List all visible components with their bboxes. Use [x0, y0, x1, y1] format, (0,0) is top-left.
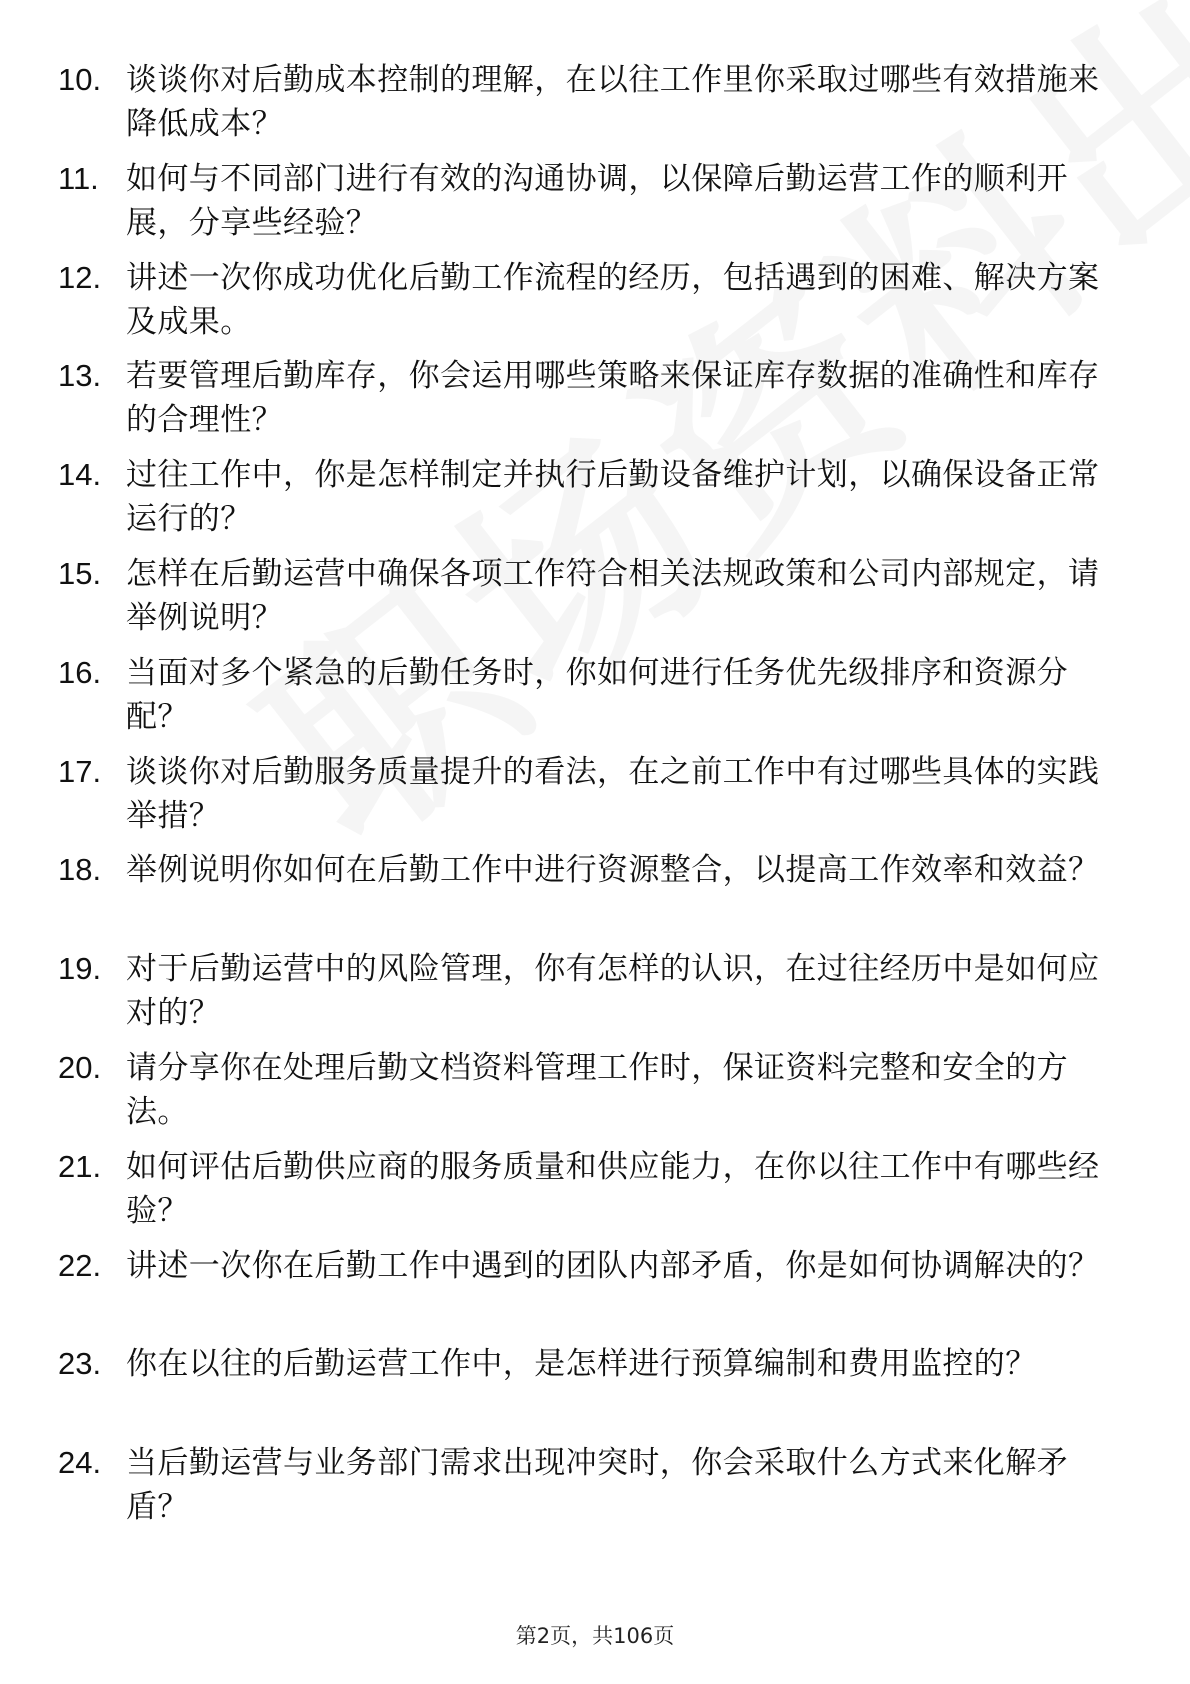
question-number: 18. [58, 852, 102, 888]
question-text: 怎样在后勤运营中确保各项工作符合相关法规政策和公司内部规定，请举例说明？ [126, 555, 1100, 636]
page-number: 第2页，共106页 [515, 1624, 675, 1648]
question-number: 17. [58, 753, 102, 789]
question-text: 过往工作中，你是怎样制定并执行后勤设备维护计划，以确保设备正常运行的？ [126, 457, 1100, 538]
list-item [58, 256, 1118, 352]
list-item [58, 848, 1118, 944]
question-text: 当后勤运营与业务部门需求出现冲突时，你会采取什么方式来化解矛盾？ [126, 1445, 1068, 1526]
list-item [58, 354, 1118, 450]
list-item [58, 651, 1118, 747]
list-item [58, 947, 1118, 1043]
question-number: 24. [58, 1445, 102, 1481]
list-item [58, 1046, 1118, 1142]
question-number: 15. [58, 555, 102, 591]
question-text: 对于后勤运营中的风险管理，你有怎样的认识，在过往经历中是如何应对的？ [126, 951, 1100, 1032]
list-item [58, 1145, 1118, 1241]
question-number: 19. [58, 951, 102, 987]
question-text: 请分享你在处理后勤文档资料管理工作时，保证资料完整和安全的方法。 [126, 1049, 1068, 1130]
list-item [58, 157, 1118, 253]
question-text: 当面对多个紧急的后勤任务时，你如何进行任务优先级排序和资源分配？ [126, 654, 1068, 735]
list-item [58, 58, 1118, 154]
list-item [58, 552, 1118, 648]
question-number: 21. [58, 1148, 102, 1184]
list-item [58, 1441, 1118, 1537]
question-number: 22. [58, 1247, 102, 1283]
list-item [58, 453, 1118, 549]
question-text: 谈谈你对后勤服务质量提升的看法，在之前工作中有过哪些具体的实践举措？ [126, 753, 1100, 834]
list-item [58, 1342, 1118, 1438]
question-number: 12. [58, 259, 102, 295]
list-item [58, 1244, 1118, 1340]
question-number: 23. [58, 1346, 102, 1382]
question-number: 16. [58, 654, 102, 690]
question-number: 20. [58, 1049, 102, 1085]
question-number: 10. [58, 62, 102, 97]
question-number: 13. [58, 358, 102, 394]
question-text: 若要管理后勤库存，你会运用哪些策略来保证库存数据的准确性和库存的合理性？ [126, 358, 1100, 439]
question-text: 讲述一次你在后勤工作中遇到的团队内部矛盾，你是如何协调解决的？ [126, 1247, 1100, 1284]
question-text: 如何评估后勤供应商的服务质量和供应能力，在你以往工作中有哪些经验？ [126, 1148, 1100, 1229]
question-number: 11. [58, 160, 99, 196]
question-text: 谈谈你对后勤成本控制的理解，在以往工作里你采取过哪些有效措施来降低成本？ [126, 62, 1100, 142]
question-text: 你在以往的后勤运营工作中，是怎样进行预算编制和费用监控的？ [126, 1346, 1037, 1383]
question-text: 如何与不同部门进行有效的沟通协调，以保障后勤运营工作的顺利开展，分享些经验？ [126, 160, 1068, 241]
question-text: 讲述一次你成功优化后勤工作流程的经历，包括遇到的困难、解决方案及成果。 [126, 259, 1100, 340]
question-text: 举例说明你如何在后勤工作中进行资源整合，以提高工作效率和效益？ [126, 852, 1100, 889]
question-list [58, 58, 1118, 1540]
list-item [58, 750, 1118, 846]
question-number: 14. [58, 457, 102, 493]
